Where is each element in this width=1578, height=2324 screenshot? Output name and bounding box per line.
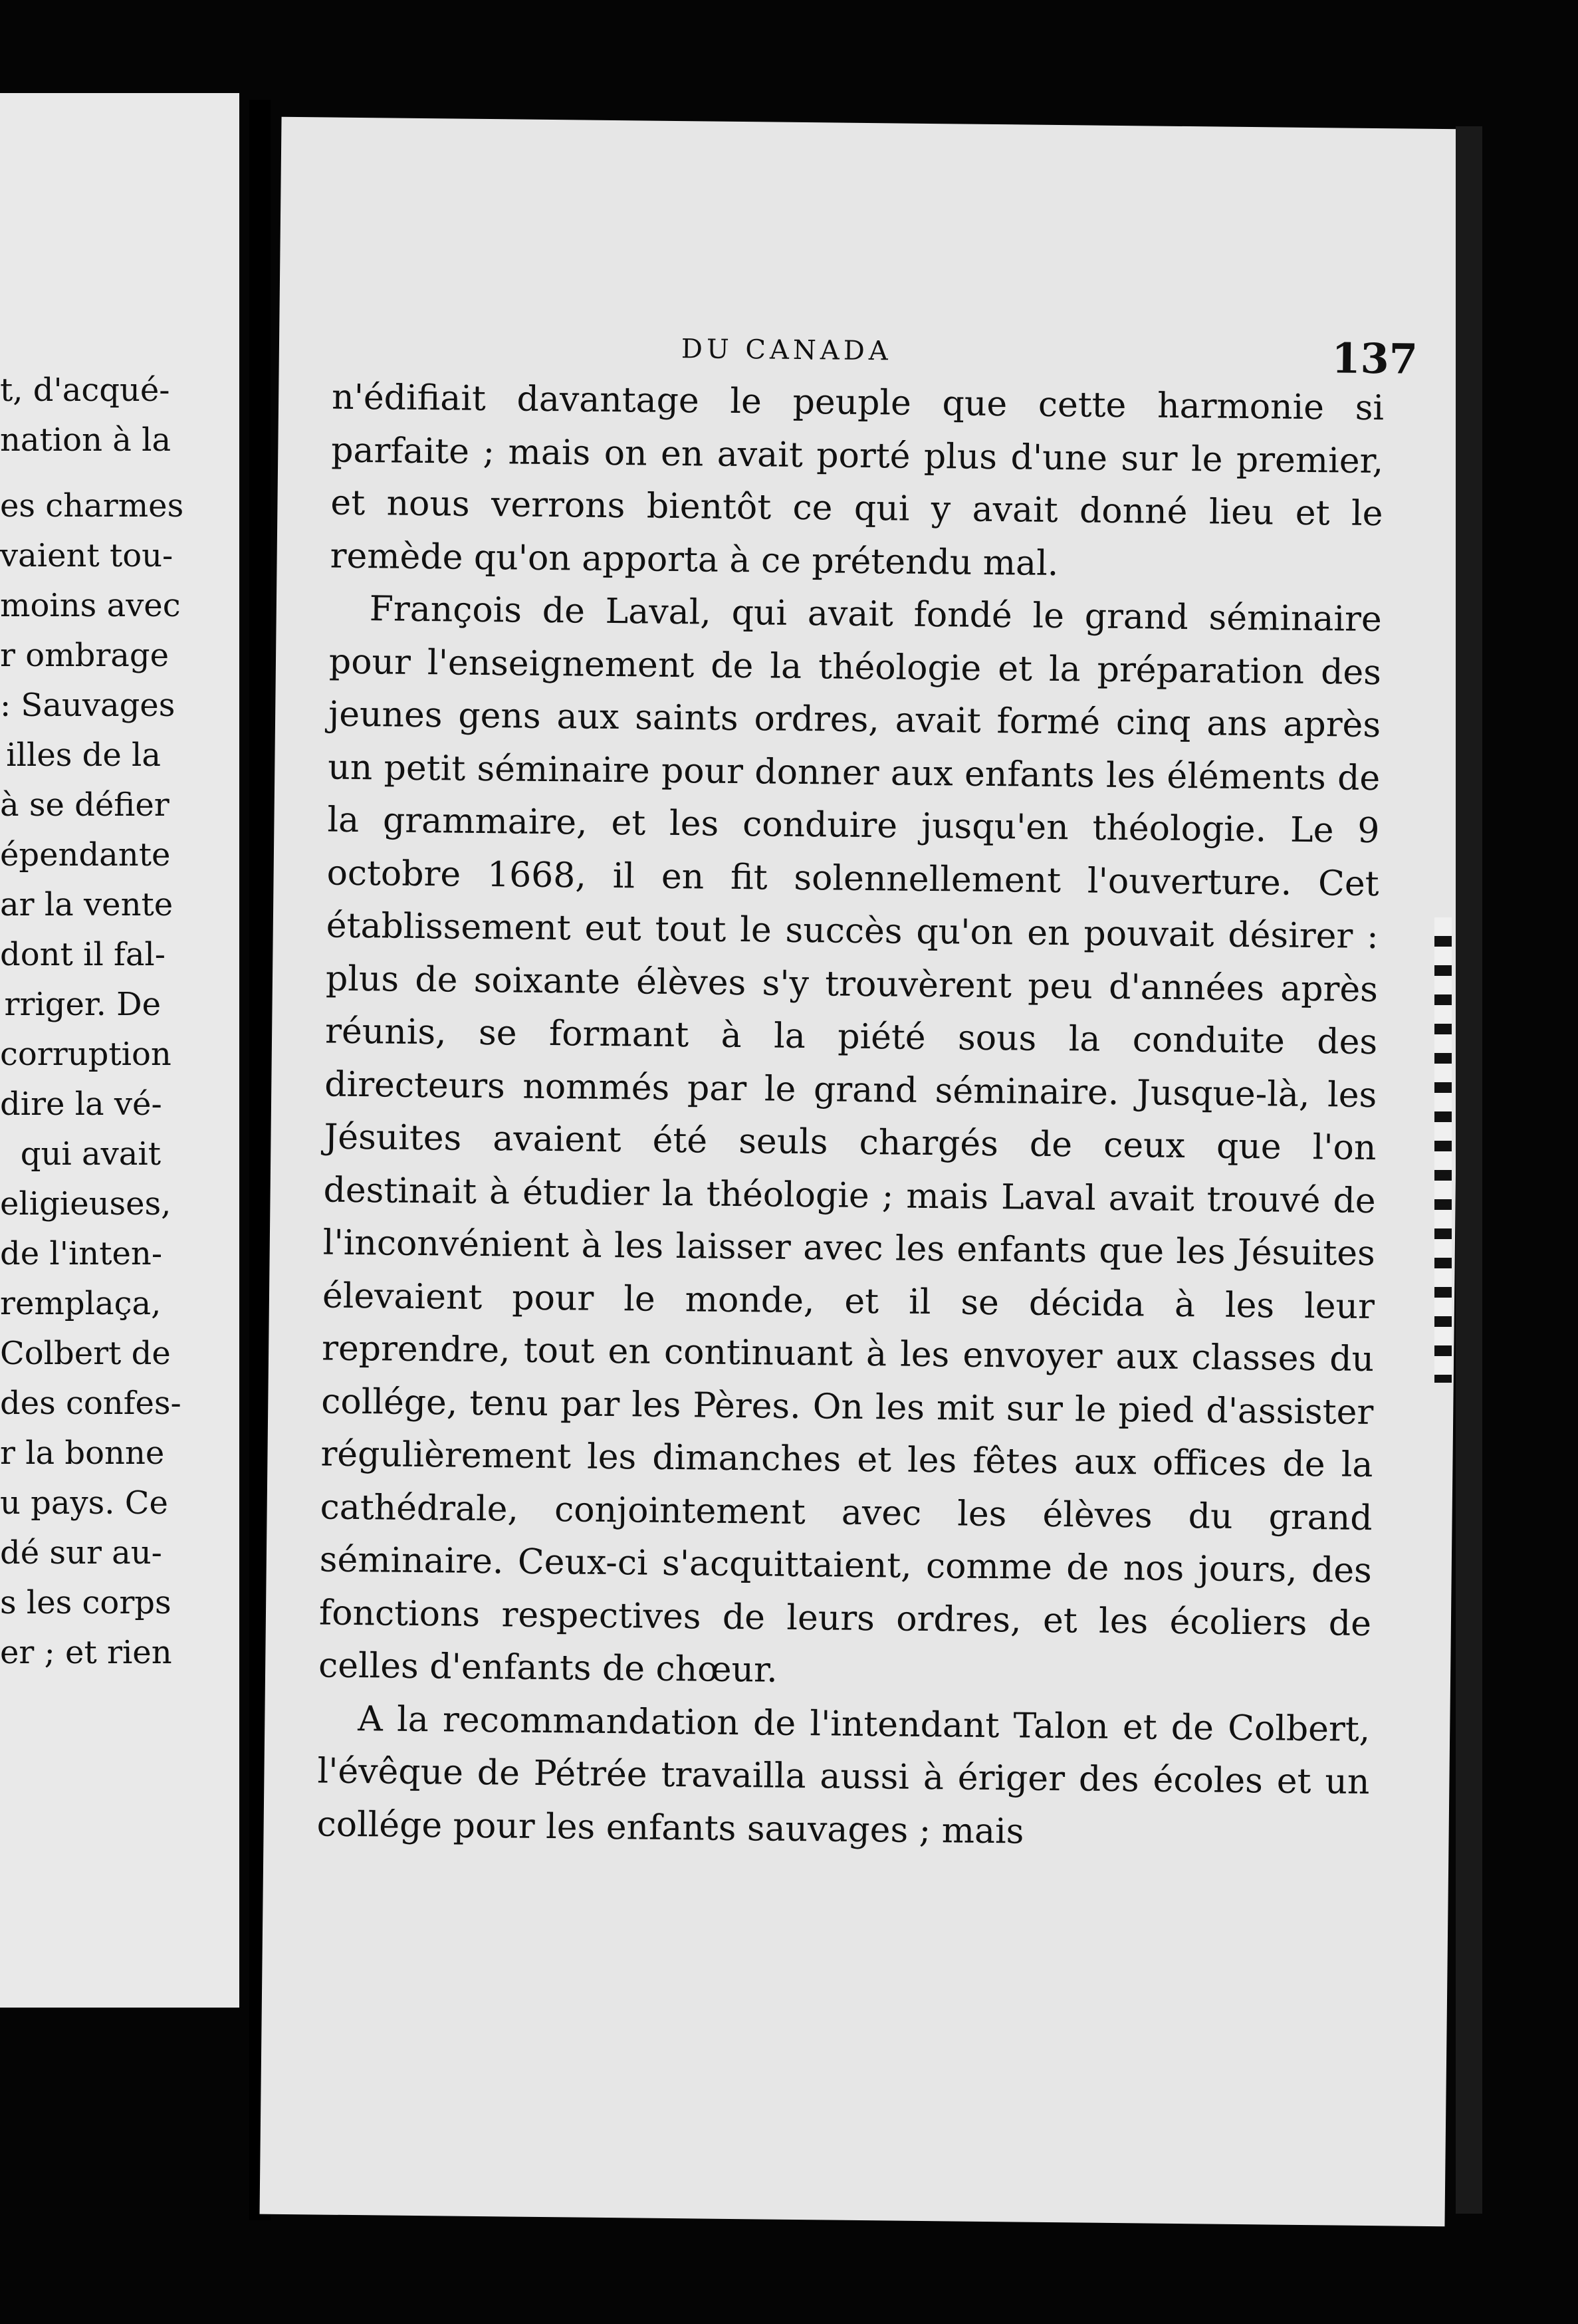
left-line: de l'inten- — [0, 1235, 163, 1272]
left-line: er ; et rien — [0, 1634, 172, 1671]
paragraph: n'édifiait davantage le peuple que cette harmonie si parfaite ; mais on en avait porté plus d'une sur le premier, et nous verrons bientôt ce qui y avait donné lieu et le remède qu'on apporta à ce prétendu mal. — [330, 377, 1385, 584]
running-head: DU CANADA — [681, 334, 893, 367]
left-line: s les corps — [0, 1584, 171, 1621]
left-line: qui avait — [20, 1135, 161, 1173]
left-line: dé sur au- — [0, 1534, 162, 1571]
left-line: épendante — [0, 836, 171, 873]
page-edge-shadow — [1456, 126, 1482, 2214]
left-line: vaient tou- — [0, 537, 173, 574]
left-line: : Sauvages — [0, 687, 175, 724]
left-line: r la bonne — [0, 1435, 165, 1472]
left-line: Colbert de — [0, 1335, 171, 1372]
right-page — [260, 117, 1467, 2226]
left-page — [0, 93, 239, 2008]
left-line: u pays. Ce — [0, 1484, 168, 1522]
left-line: corruption — [0, 1036, 171, 1073]
left-line: à se défier — [0, 786, 169, 824]
left-page-text — [0, 366, 239, 1678]
left-line: nation à la — [0, 421, 171, 459]
body-text — [316, 372, 1384, 1862]
left-line: r ombrage — [0, 637, 169, 674]
left-line: moins avec — [0, 587, 181, 624]
page-edge-marks — [1434, 917, 1452, 1383]
left-line: dire la vé- — [0, 1086, 162, 1123]
left-line: rriger. De — [4, 986, 161, 1023]
left-line: ar la vente — [0, 886, 173, 923]
left-line: es charmes — [0, 487, 184, 524]
left-line: t, d'acqué- — [0, 372, 170, 409]
left-line: illes de la — [6, 737, 161, 774]
left-line: des confes- — [0, 1385, 181, 1422]
left-line: remplaça, — [0, 1285, 162, 1322]
left-line: eligieuses, — [0, 1185, 171, 1222]
left-line: dont il fal- — [0, 936, 166, 973]
paragraph: A la recommandation de l'intendant Talon et de Colbert, l'évêque de Pétrée travailla aussi à ériger des écoles et un collége pour les enfants sauvages ; mais — [316, 1698, 1371, 1852]
paragraph: François de Laval, qui avait fondé le grand séminaire pour l'enseignement de la théologie et la préparation des jeunes gens aux saints ordres, avait formé cinq ans après un petit séminaire pour donner aux enfants les éléments de la grammaire, et les conduire jusqu'en théologie. Le 9 octobre 1668, il en fit solennellement l'ouverture. Cet établissement eut tout le succès qu'on en pouvait désirer : plus de soixante élèves s'y trouvèrent peu d'années après réunis, se formant à la piété sous la conduite des directeurs nommés par le grand séminaire. Jusque-là, les Jésuites avaient été seuls chargés de ceux que l'on destinait à étudier la théologie ; mais Laval avait trouvé de l'inconvénient à les laisser avec les enfants que les Jésuites élevaient pour le monde, et il se décida à les leur reprendre, tout en continuant à les envoyer aux classes du collége, tenu par les Pères. On les mit sur le pied d'assister régulièrement les dimanches et les fêtes aux offices de la cathédrale, conjointement avec les élèves du grand séminaire. Ceux-ci s'acquittaient, comme de nos jours, des fonctions respectives de leurs ordres, et les écoliers de celles d'enfants de chœur. — [318, 589, 1383, 1690]
page-number: 137 — [1331, 334, 1418, 384]
